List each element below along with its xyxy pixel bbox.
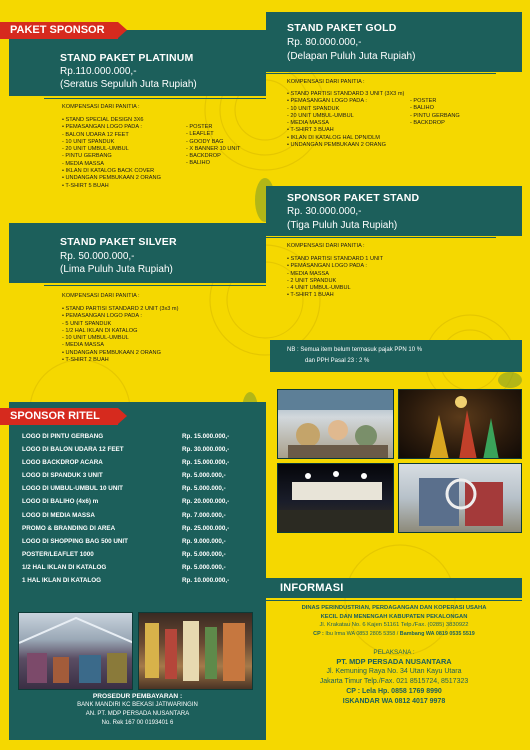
- benefit-item: - POSTER: [186, 124, 213, 130]
- benefit-item: - GOODY BAG: [186, 138, 224, 145]
- gold-benefits: [287, 91, 404, 149]
- benefit-item: - MEDIA MASSA: [62, 342, 104, 349]
- benefit-item: • PEMASANGAN LOGO PADA :: [62, 313, 142, 320]
- platinum-price-words: (Seratus Sepuluh Juta Rupiah): [60, 79, 197, 90]
- ritel-item-names: [22, 430, 128, 587]
- contact-separator: /: [396, 631, 399, 637]
- ritel-item-name: 1/2 HAL IKLAN DI KATALOG: [22, 563, 107, 571]
- ritel-item-price: Rp. 30.000.000,-: [182, 446, 230, 454]
- contact-irma: Ibu Irma WA 0853 2805 5358: [325, 631, 396, 637]
- ritel-item-price: Rp. 15.000.000,-: [182, 433, 230, 440]
- silver-price: Rp. 50.000.000,-: [60, 251, 135, 262]
- sponsor-ritel-tag: SPONSOR RITEL: [0, 408, 118, 425]
- payment-info: [9, 692, 266, 728]
- platinum-kompensasi-label: KOMPENSASI DARI PANITIA :: [62, 104, 140, 110]
- platinum-title: STAND PAKET PLATINUM: [60, 52, 194, 64]
- stand-kompensasi-label: KOMPENSASI DARI PANITIA :: [287, 243, 365, 249]
- pelaksana-address2: Jakarta Timur Telp./Fax. 021 8515724, 8517323: [319, 678, 469, 685]
- benefit-item: - PINTU GERBANG: [410, 112, 460, 119]
- cp-label: CP :: [313, 631, 324, 637]
- ritel-item-name: POSTER/LEAFLET 1000: [22, 550, 94, 558]
- benefit-item: • UNDANGAN PEMBUKAAN 2 ORANG: [287, 142, 386, 149]
- ritel-item-price: Rp. 7.000.000,-: [182, 511, 226, 519]
- ritel-item-name: LOGO DI SPANDUK 3 UNIT: [22, 472, 103, 480]
- ritel-item-price: Rp. 25.000.000,-: [182, 524, 230, 532]
- stand-benefits: [287, 256, 383, 300]
- pelaksana-contact1: CP : Lela Hp. 0858 1769 8990: [346, 688, 442, 695]
- ritel-item-price: Rp. 9.000.000,-: [182, 537, 226, 545]
- payment-account-number: No. Rek 167 00 0193401 6: [101, 720, 174, 726]
- paket-sponsor-tag: PAKET SPONSOR: [0, 22, 118, 39]
- market-photo-right: [138, 612, 253, 690]
- exhibition-photo-3: [277, 463, 394, 533]
- org-name-line2: KECIL DAN MENENGAH KABUPATEN PEKALONGAN: [320, 613, 468, 620]
- ritel-item-name: LOGO DI UMBUL-UMBUL 10 UNIT: [22, 485, 123, 493]
- payment-title: PROSEDUR PEMBAYARAN :: [92, 693, 183, 700]
- gold-title: STAND PAKET GOLD: [287, 22, 397, 34]
- ritel-item-price: Rp. 20.000.000,-: [182, 498, 230, 506]
- pelaksana-label: PELAKSANA :: [373, 649, 415, 656]
- benefit-item: • T-SHIRT 5 BUAH: [62, 182, 109, 189]
- contact-bambang: Bambang WA 0819 0535 5519: [399, 631, 475, 637]
- ritel-item-name: LOGO DI BALIHO (4x6) m: [22, 498, 99, 506]
- benefit-item: - X BANNER 10 UNIT: [186, 145, 241, 152]
- benefit-item: - BALON UDARA 12 FEET: [62, 131, 129, 138]
- ritel-item-name: 1 HAL IKLAN DI KATALOG: [22, 577, 102, 585]
- benefit-item: - BALIHO: [410, 105, 434, 112]
- org-address: Jl. Krakatau No. 6 Kajen 51161 Telp./Fax. (0285) 3830922: [319, 622, 469, 628]
- benefit-item: • PEMASANGAN LOGO PADA :: [62, 124, 142, 131]
- org-contacts: [266, 630, 522, 639]
- benefit-item: • PEMASANGAN LOGO PADA :: [287, 263, 367, 270]
- benefit-item: - 10 UNIT SPANDUK: [62, 138, 115, 145]
- benefit-item: - 10 UNIT SPANDUK: [287, 105, 340, 112]
- benefit-item: - 5 UNIT SPANDUK: [62, 320, 112, 327]
- benefit-item: • T-SHIRT 2 BUAH: [62, 357, 109, 364]
- stand-title: SPONSOR PAKET STAND: [287, 192, 420, 204]
- benefit-item: • STAND PARTISI STANDARD 3 UNIT (3X3 m): [287, 91, 405, 97]
- silver-kompensasi-label: KOMPENSASI DARI PANITIA :: [62, 293, 140, 299]
- benefit-item: • STAND PARTISI STANDARD 1 UNIT: [287, 256, 384, 262]
- platinum-benefits-right: [186, 124, 240, 168]
- benefit-item: • STAND SPECIAL DESIGN 3X6: [62, 117, 144, 123]
- stand-price: Rp. 30.000.000,-: [287, 206, 362, 217]
- benefit-item: - 20 UNIT UMBUL-UMBUL: [287, 112, 354, 119]
- benefit-item: - POSTER: [410, 98, 437, 104]
- nb-note-line1: NB : Semua item belum termasuk pajak PPN 10 %: [287, 347, 423, 353]
- gold-benefits-right: [410, 98, 460, 127]
- nb-note-line2: dan PPH Pasal 23 : 2 %: [305, 358, 370, 364]
- benefit-item: - LEAFLET: [186, 131, 214, 138]
- benefit-item: • IKLAN DI KATALOG HAL DPN/DLM: [287, 134, 380, 141]
- ritel-item-price: Rp. 5.000.000,-: [182, 563, 226, 571]
- ritel-item-name: PROMO & BRANDING DI AREA: [22, 524, 116, 532]
- benefit-item: - 1/2 HAL IKLAN DI KATALOG: [62, 327, 138, 334]
- payment-bank: BANK MANDIRI KC BEKASI JATIWARINGIN: [77, 702, 198, 708]
- pelaksana-contact2: ISKANDAR WA 0812 4017 9978: [342, 698, 446, 705]
- ritel-item-price: Rp. 10.000.000,-: [182, 577, 230, 585]
- benefit-item: • PEMASANGAN LOGO PADA :: [287, 98, 367, 105]
- benefit-item: • IKLAN DI KATALOG BACK COVER: [62, 168, 155, 175]
- ritel-item-prices: [182, 430, 229, 587]
- payment-account-name: AN. PT. MDP PERSADA NUSANTARA: [85, 711, 190, 717]
- exhibition-photo-1: [277, 389, 394, 459]
- benefit-item: - MEDIA MASSA: [62, 160, 104, 167]
- benefit-item: • T-SHIRT 3 BUAH: [287, 127, 334, 134]
- benefit-item: - BALIHO: [186, 160, 210, 167]
- ritel-item-name: LOGO BACKDROP ACARA: [22, 459, 103, 467]
- platinum-price: Rp.110.000.000,-: [60, 66, 137, 77]
- platinum-benefits: [62, 117, 161, 190]
- benefit-item: - 2 UNIT SPANDUK: [287, 277, 337, 284]
- silver-title: STAND PAKET SILVER: [60, 236, 177, 248]
- exhibition-photo-4: [398, 463, 522, 533]
- benefit-item: - BACKDROP: [186, 153, 221, 160]
- benefit-item: - 4 UNIT UMBUL-UMBUL: [287, 285, 351, 292]
- silver-benefits: [62, 306, 178, 364]
- gold-kompensasi-label: KOMPENSASI DARI PANITIA :: [287, 79, 365, 85]
- org-name-line1: DINAS PERINDUSTRIAN, PERDAGANGAN DAN KOPERASI USAHA: [301, 605, 487, 611]
- exhibition-photo-2: [398, 389, 522, 459]
- benefit-item: • STAND PARTISI STANDARD 2 UNIT (3x3 m): [62, 306, 179, 312]
- pelaksana-address1: Jl. Kemuning Raya No. 34 Utan Kayu Utara: [326, 668, 462, 675]
- ritel-item-name: LOGO DI PINTU GERBANG: [22, 433, 104, 440]
- ritel-item-name: LOGO DI BALON UDARA 12 FEET: [22, 446, 124, 454]
- benefit-item: - BACKDROP: [410, 119, 445, 126]
- ritel-item-name: LOGO DI SHOPPING BAG 500 UNIT: [22, 537, 129, 545]
- benefit-item: • UNDANGAN PEMBUKAAN 2 ORANG: [62, 349, 161, 356]
- pelaksana-company: PT. MDP PERSADA NUSANTARA: [336, 657, 452, 666]
- pelaksana-content: [266, 648, 522, 707]
- ritel-item-price: Rp. 5.000.000,-: [182, 485, 226, 493]
- ritel-item-price: Rp. 15.000.000,-: [182, 459, 230, 467]
- benefit-item: - 10 UNIT UMBUL-UMBUL: [62, 335, 129, 342]
- ritel-item-name: LOGO DI MEDIA MASSA: [22, 511, 95, 519]
- benefit-item: - MEDIA MASSA: [287, 270, 329, 277]
- ritel-item-price: Rp. 5.000.000,-: [182, 472, 226, 480]
- benefit-item: - PINTU GERBANG: [62, 153, 112, 160]
- stand-price-words: (Tiga Puluh Juta Rupiah): [287, 220, 398, 231]
- gold-price: Rp. 80.000.000,-: [287, 37, 362, 48]
- silver-price-words: (Lima Puluh Juta Rupiah): [60, 264, 173, 275]
- benefit-item: • T-SHIRT 1 BUAH: [287, 292, 334, 299]
- informasi-content: [266, 604, 522, 639]
- benefit-item: • UNDANGAN PEMBUKAAN 2 ORANG: [62, 175, 161, 182]
- benefit-item: - 20 UNIT UMBUL-UMBUL: [62, 146, 129, 153]
- ritel-item-price: Rp. 5.000.000,-: [182, 550, 226, 558]
- market-photo-left: [18, 612, 133, 690]
- informasi-title: INFORMASI: [280, 582, 344, 594]
- benefit-item: - MEDIA MASSA: [287, 120, 329, 127]
- gold-price-words: (Delapan Puluh Juta Rupiah): [287, 51, 416, 62]
